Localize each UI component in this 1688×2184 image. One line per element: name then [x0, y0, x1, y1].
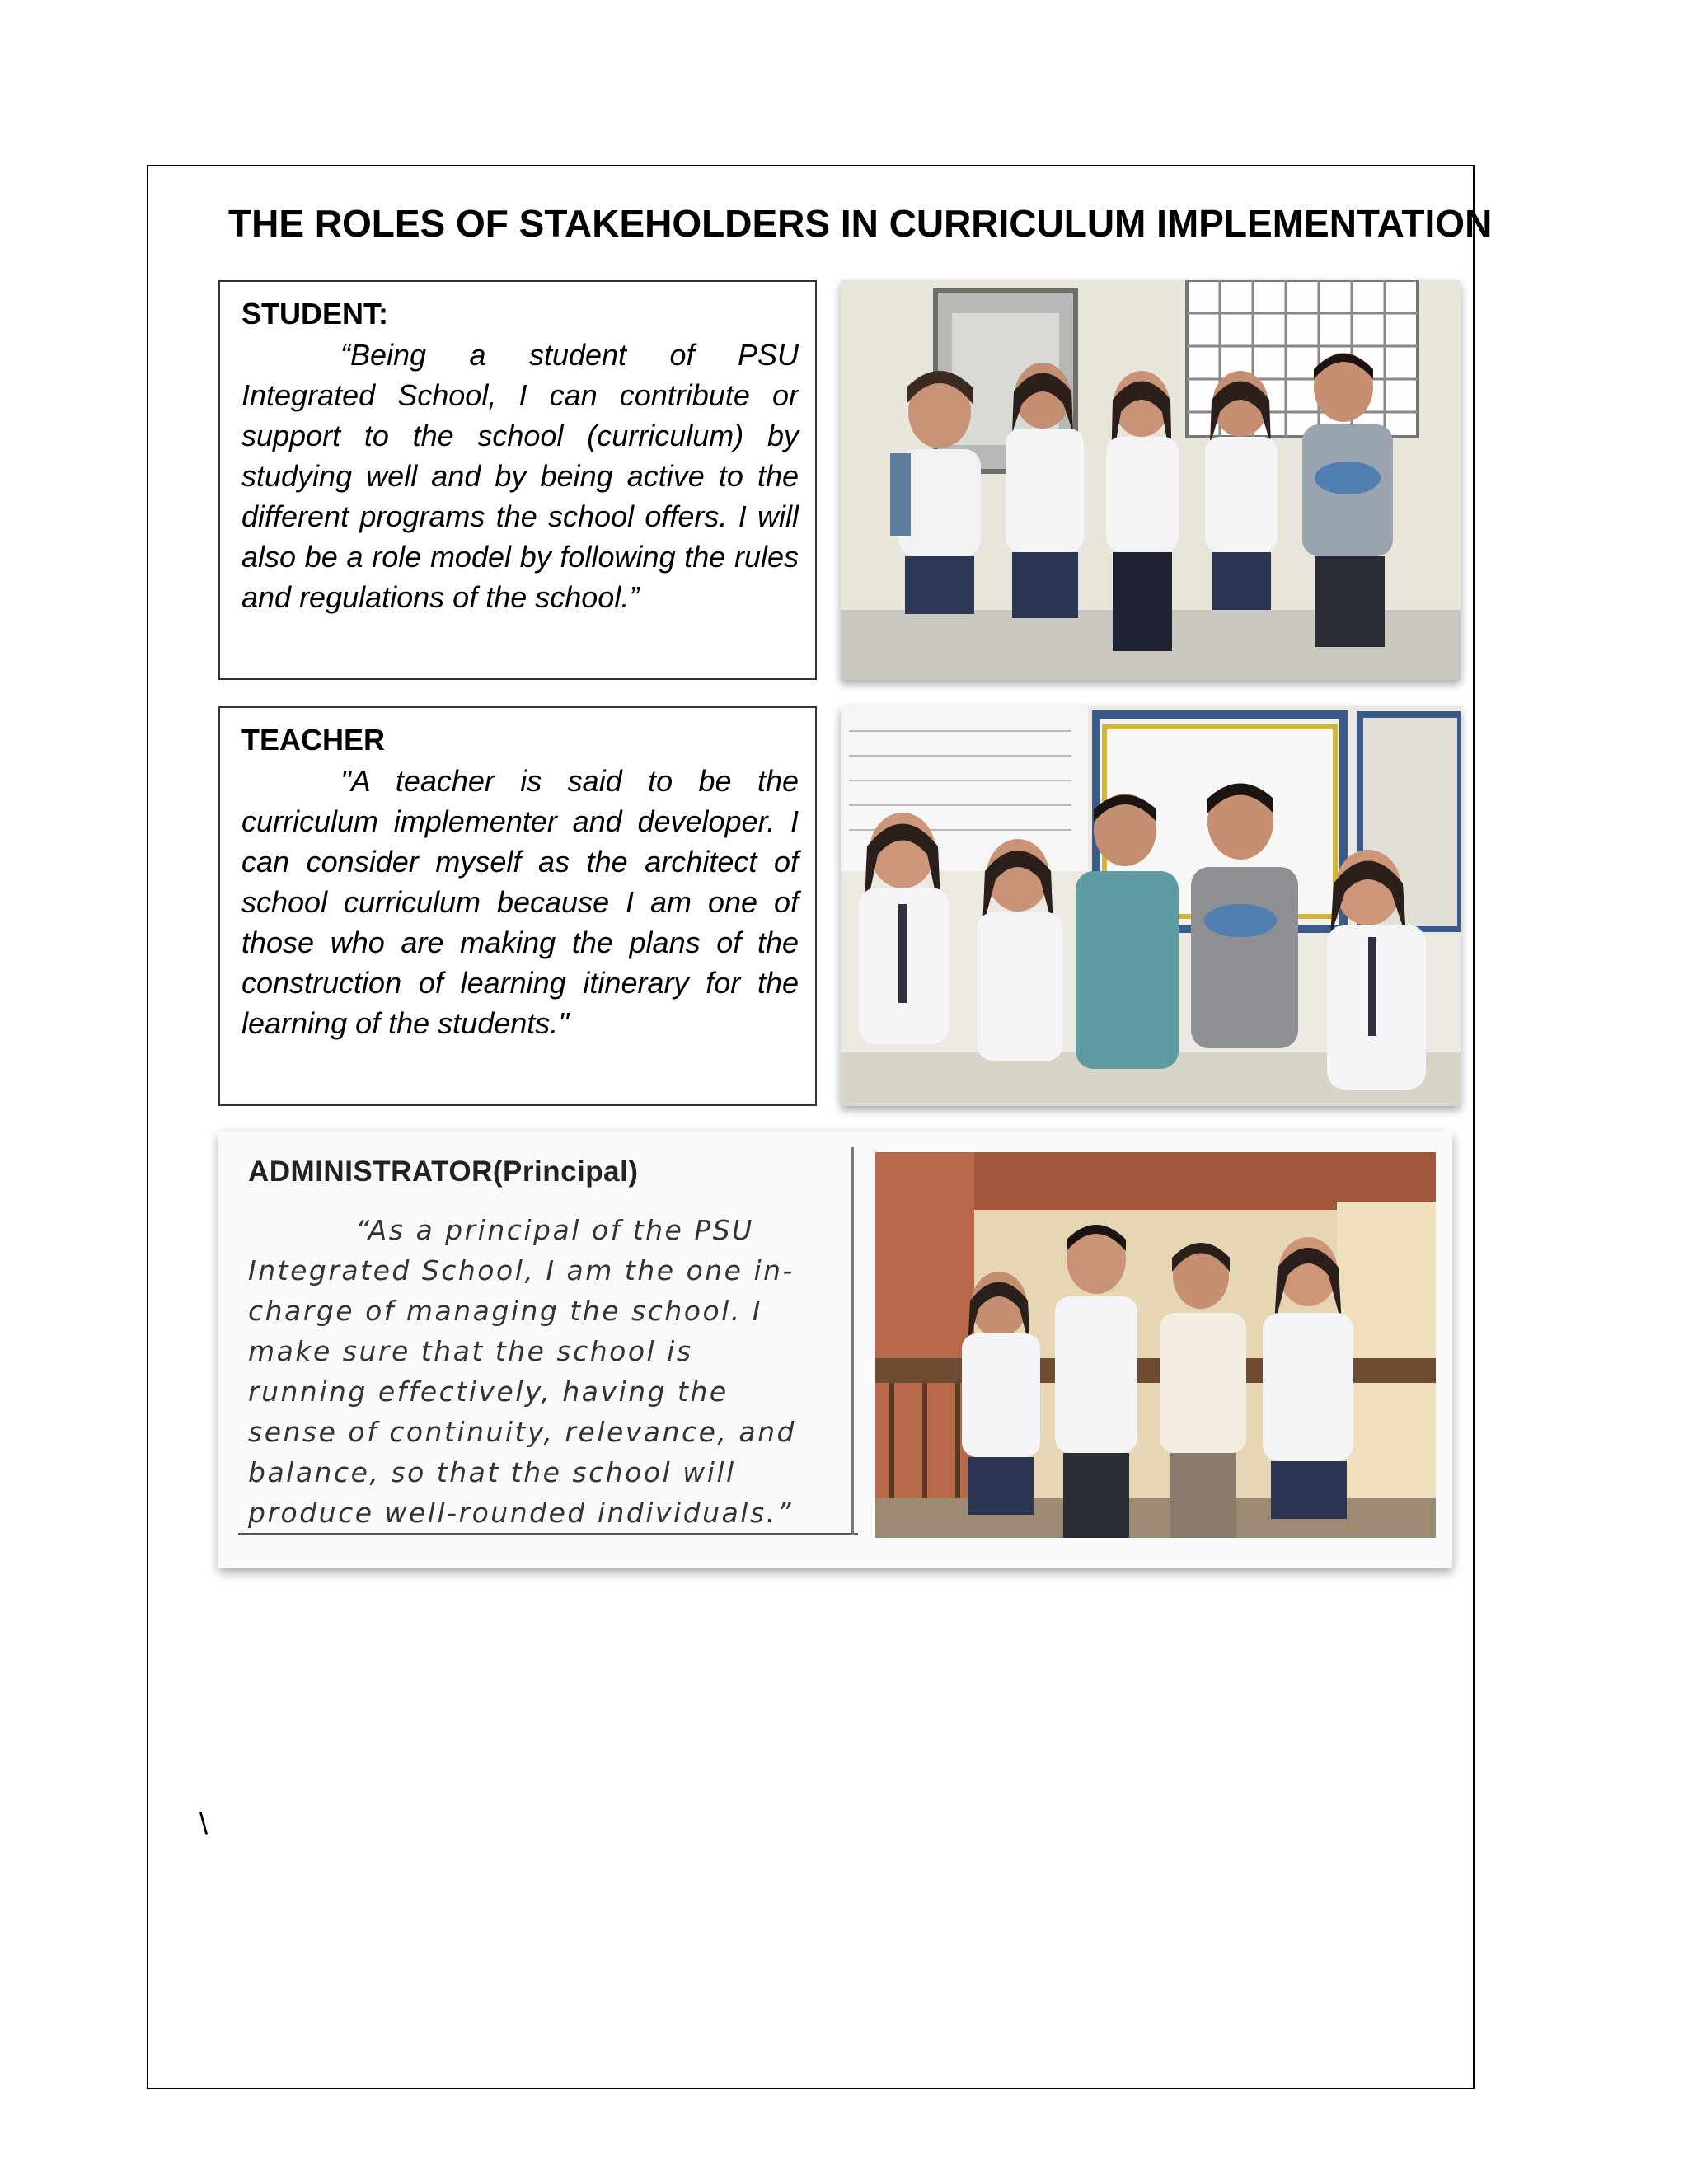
- administrator-group-photo: [875, 1152, 1436, 1538]
- teacher-label: TEACHER: [241, 723, 386, 757]
- administrator-divider: [851, 1147, 854, 1535]
- student-quote: “Being a student of PSU Integrated School, I can contribute or support to the school (curriculum) by studying well and by being active to the different programs the school offers. I will also be a role model by following the rules and regulations of the school.”: [241, 338, 799, 614]
- student-label: STUDENT:: [241, 297, 388, 330]
- page-title: THE ROLES OF STAKEHOLDERS IN CURRICULUM IMPLEMENTATION: [228, 202, 1493, 245]
- student-group-photo: [841, 280, 1461, 680]
- student-card: [218, 280, 817, 680]
- administrator-quote: “As a principal of the PSU Integrated School, I am the one in-charge of managing the school. I make sure that the school is running effectively, having the sense of continuity, relevance, and balance, so that the school will produce well-rounded individuals.”: [248, 1214, 796, 1529]
- administrator-panel: [218, 1131, 1452, 1568]
- administrator-label: ADMINISTRATOR(Principal): [248, 1155, 639, 1188]
- teacher-quote: "A teacher is said to be the curriculum implementer and developer. I can consider myself as the architect of school curriculum because I am one of those who are making the plans of the construction of learning itinerary for the learning of the students.": [241, 764, 799, 1040]
- teacher-group-photo: [841, 706, 1461, 1106]
- teacher-card: [218, 706, 817, 1106]
- administrator-underline: [238, 1533, 858, 1535]
- stray-backslash: \: [199, 1807, 209, 1840]
